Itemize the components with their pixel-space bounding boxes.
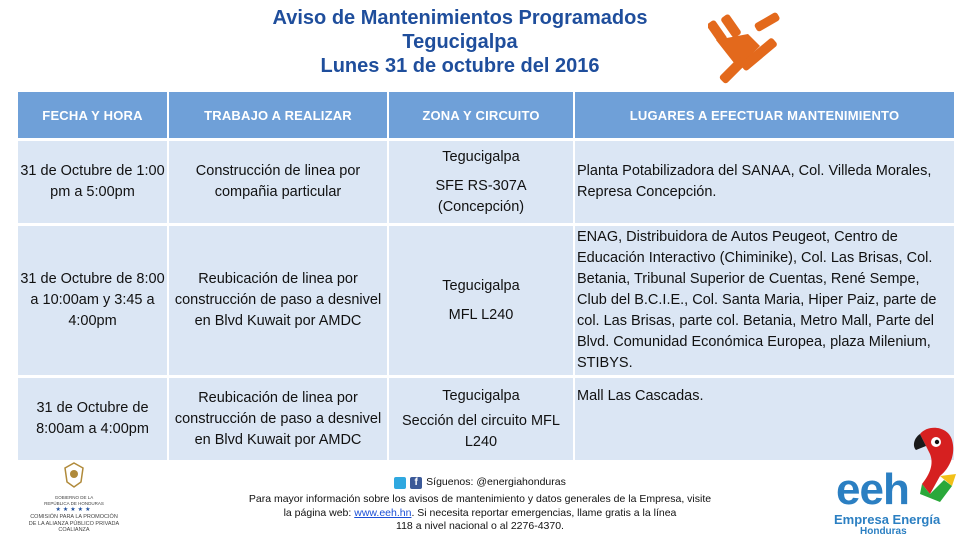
social-handle: Síguenos: @energiahonduras (426, 476, 566, 488)
title-city: Tegucigalpa (402, 31, 518, 53)
header-zona: ZONA Y CIRCUITO (388, 92, 574, 140)
eeh-country: Honduras (860, 526, 907, 537)
cell-fecha: 31 de Octubre de 8:00 a 10:00am y 3:45 a 4:00pm (18, 225, 168, 377)
plug-icon (708, 10, 782, 86)
coalianza-logo (20, 462, 128, 534)
info-line3: 118 a nivel nacional o al 2276-4370. (396, 520, 564, 533)
title-main: Aviso de Mantenimientos Programados (272, 7, 648, 29)
social-row (394, 476, 566, 490)
cell-zona (388, 140, 574, 225)
zona-name: Tegucigalpa (442, 277, 520, 294)
circuito-name: Sección del circuito MFL L240 (402, 412, 560, 450)
header-lugares: LUGARES A EFECTUAR MANTENIMIENTO (574, 92, 955, 140)
cell-zona (388, 377, 574, 461)
cell-fecha: 31 de Octubre de 8:00am a 4:00pm (18, 377, 168, 461)
info-line1: Para mayor información sobre los avisos de mantenimiento y datos generales de la Empresa, visite (248, 493, 712, 506)
crest-icon (63, 462, 85, 488)
cell-lugares: Planta Potabilizadora del SANAA, Col. Villeda Morales, Represa Concepción. (574, 140, 955, 225)
info-prefix: la página web: (283, 506, 352, 519)
table-row (18, 225, 955, 377)
header-fecha: FECHA Y HORA (18, 92, 168, 140)
maintenance-table (18, 92, 956, 460)
cell-lugares: Mall Las Cascadas. (574, 377, 955, 461)
eeh-name: Empresa Energía (834, 512, 941, 527)
cell-trabajo: Reubicación de linea por construcción de paso a desnivel en Blvd Kuwait por AMDC (168, 225, 388, 377)
gov-line1: GOBIERNO DE LA (54, 495, 94, 500)
table-row (18, 140, 955, 225)
eeh-logo (830, 424, 956, 536)
gov-caps1: COMISIÓN PARA LA PROMOCIÓN (30, 514, 118, 520)
cell-lugares: ENAG, Distribuidora de Autos Peugeot, Centro de Educación Interactivo (Chiminike), Col. Las Brisas, Col. Betania, Tribunal Superior de Cuentas, René Sempe, Club del B.C.I.E., Col. Santa Maria, Hiper Paiz, parte de col. Las Brisas, parte col. Betania, Metro Mall, Parte del Blvd. Comunidad Económica Europea, plaza Milenium, STIBYS. (574, 225, 955, 377)
cell-trabajo: Construcción de linea por compañia particular (168, 140, 388, 225)
zona-name: Tegucigalpa (442, 148, 520, 165)
title-block (220, 6, 700, 78)
website-link[interactable]: www.eeh.hn (354, 506, 412, 519)
cell-trabajo: Reubicación de linea por construcción de paso a desnivel en Blvd Kuwait por AMDC (168, 377, 388, 461)
gov-stars: ★★★★★ (55, 507, 93, 513)
facebook-icon[interactable]: f (410, 477, 422, 489)
cell-zona (388, 225, 574, 377)
table-header-row (18, 92, 955, 140)
circuito-name: MFL L240 (448, 306, 514, 323)
twitter-icon[interactable] (394, 477, 406, 489)
title-date: Lunes 31 de octubre del 2016 (320, 55, 600, 77)
gov-caps2: DE LA ALIANZA PÚBLICO PRIVADA (28, 520, 120, 527)
info-line2 (230, 507, 730, 521)
gov-line2: REPÚBLICA DE HONDURAS (44, 500, 104, 506)
table-row (18, 377, 955, 461)
gov-caps3: COALIANZA (58, 527, 90, 533)
footer (230, 476, 730, 534)
cell-fecha: 31 de Octubre de 1:00 pm a 5:00pm (18, 140, 168, 225)
info-line2-rest: . Si necesita reportar emergencias, llame gratis a la línea (411, 506, 677, 519)
header-trabajo: TRABAJO A REALIZAR (168, 92, 388, 140)
eeh-wordmark: eeh (836, 465, 909, 514)
zona-name: Tegucigalpa (442, 387, 520, 404)
circuito-name: SFE RS-307A (Concepción) (435, 177, 527, 215)
